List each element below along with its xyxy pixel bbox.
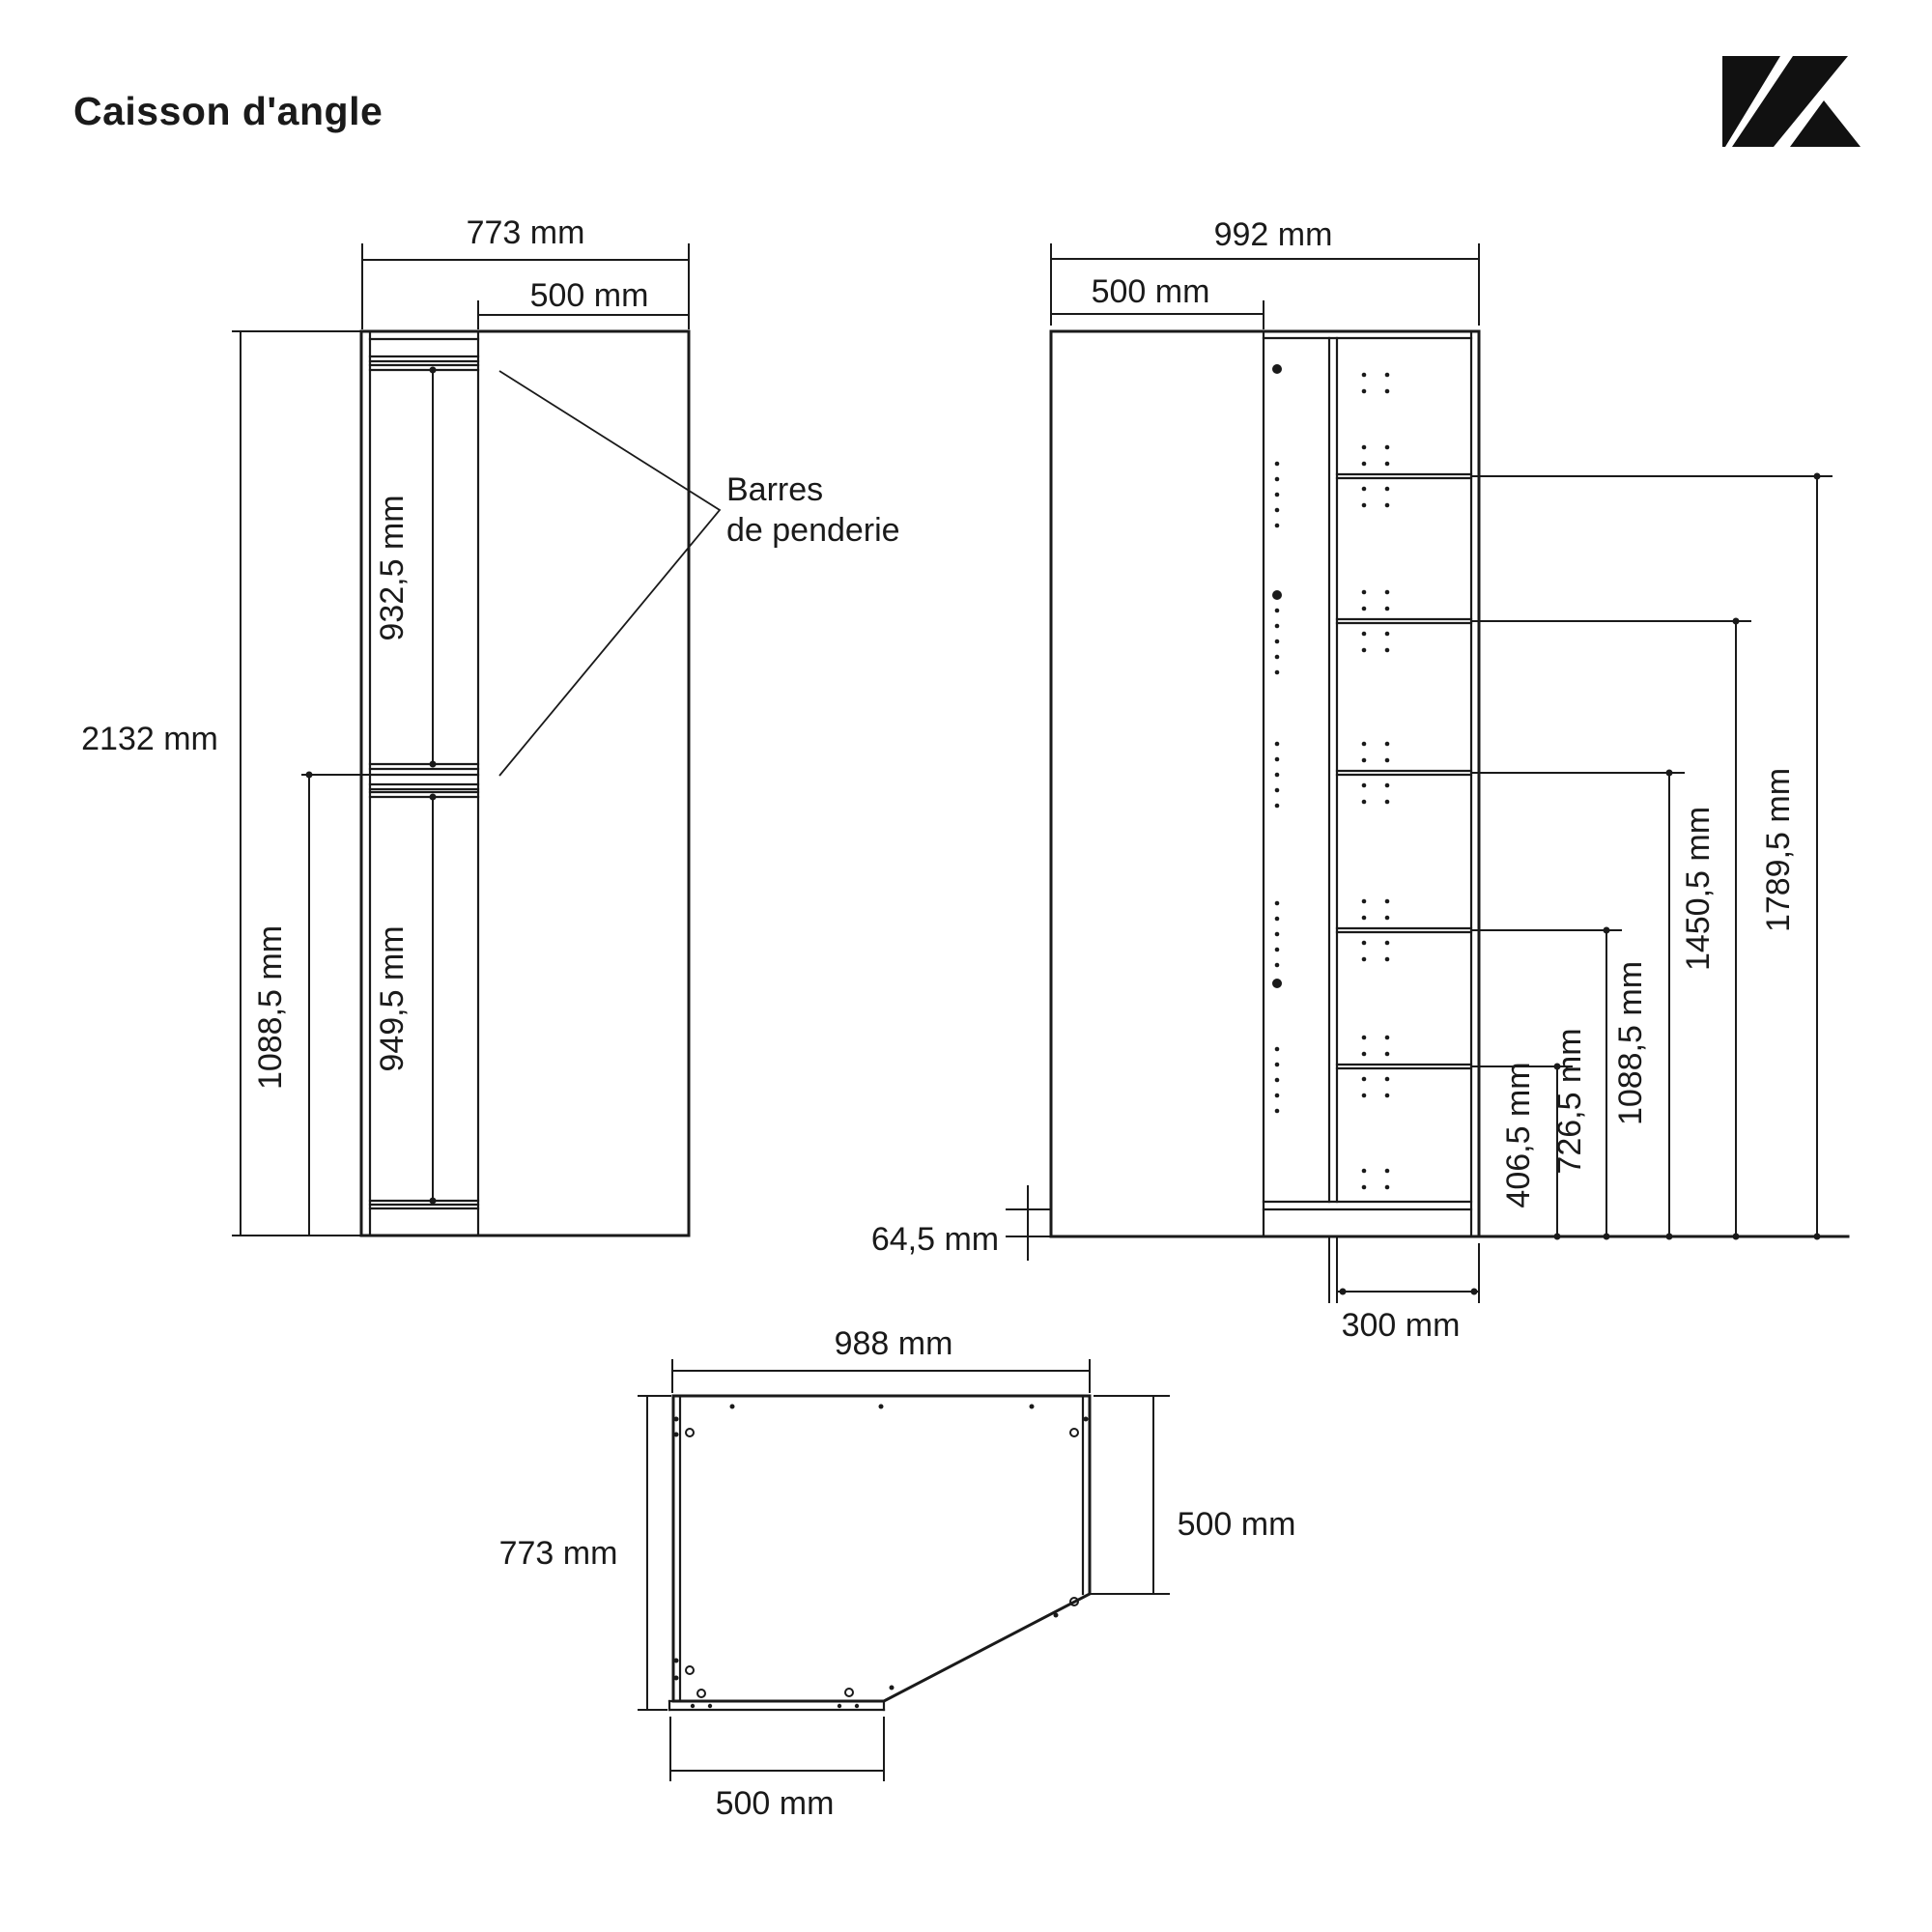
plan-right-depth-label: 500 mm (1177, 1506, 1296, 1543)
side-plinth-label: 64,5 mm (870, 1221, 1000, 1258)
side-left-width-label: 500 mm (1091, 273, 1210, 310)
plan-depth-label: 773 mm (498, 1535, 618, 1572)
shelf-height-label-5: 1789,5 mm (1760, 767, 1797, 933)
page-title: Caisson d'angle (73, 89, 384, 133)
callout-line2: de penderie (726, 512, 900, 549)
shelf-height-label-4: 1450,5 mm (1680, 806, 1717, 972)
plan-view (499, 1325, 1296, 1822)
shelf-height-label-3: 1088,5 mm (1612, 960, 1649, 1126)
callout-line1: Barres (726, 471, 824, 508)
shelf-height-label-2: 726,5 mm (1551, 1028, 1588, 1175)
shelf-height-dimensions (1471, 473, 1832, 1240)
front-lower-section-label: 949,5 mm (374, 925, 411, 1072)
side-shelf-width-label: 300 mm (1341, 1307, 1461, 1344)
side-view (871, 216, 1848, 1344)
plan-holes (674, 1405, 1089, 1709)
front-height-label: 2132 mm (81, 721, 218, 757)
callout-leader-lines (499, 371, 720, 776)
shelves (1337, 474, 1471, 1068)
front-lower-height-label: 1088,5 mm (252, 924, 289, 1091)
front-right-width-label: 500 mm (529, 277, 649, 314)
front-view (81, 214, 899, 1236)
front-upper-section-label: 932,5 mm (374, 495, 411, 641)
front-width-label: 773 mm (466, 214, 585, 251)
plan-bottom-width-label: 500 mm (715, 1785, 835, 1822)
shelf-height-label-1: 406,5 mm (1500, 1062, 1537, 1208)
side-width-label: 992 mm (1213, 216, 1333, 253)
post-hole-column (1272, 364, 1282, 1113)
shelf-pin-holes (1362, 373, 1390, 1190)
plan-width-label: 988 mm (834, 1325, 953, 1362)
